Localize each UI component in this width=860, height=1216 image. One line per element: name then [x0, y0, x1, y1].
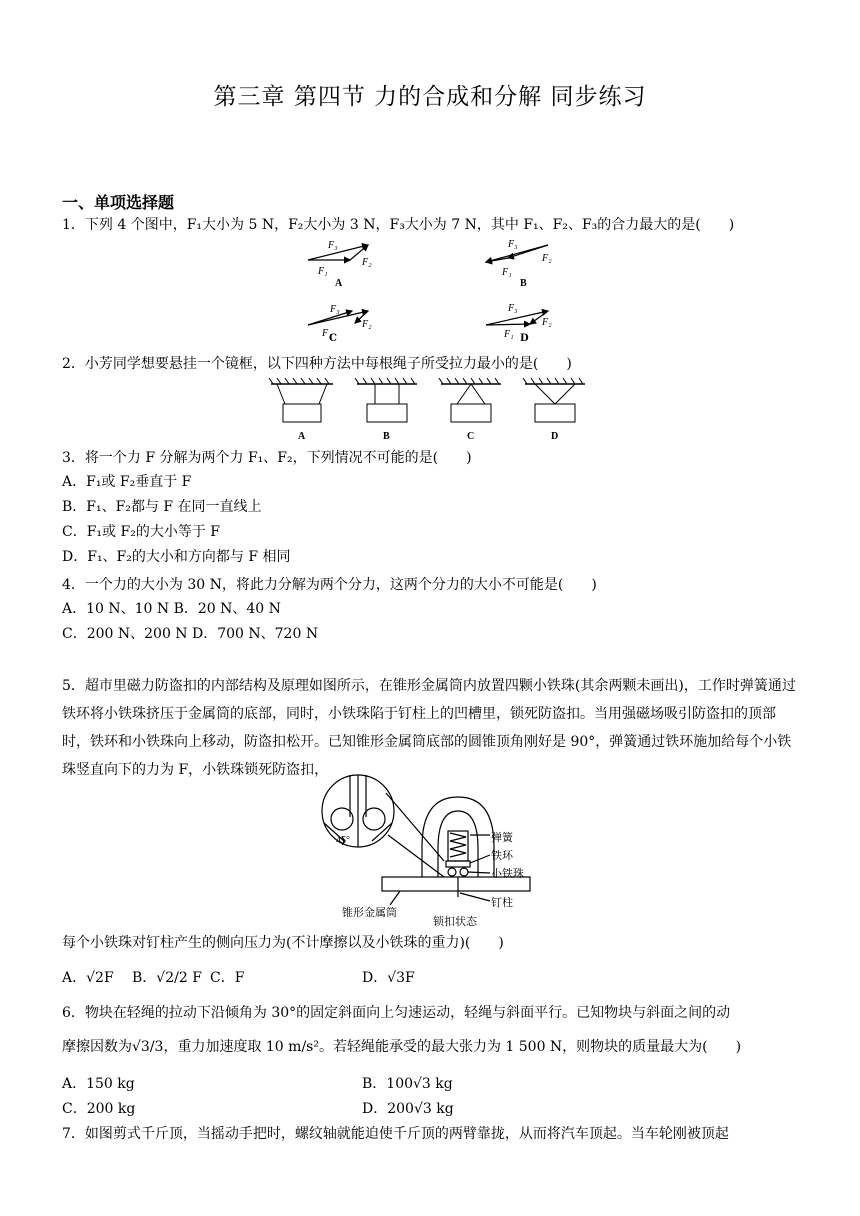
q1-d-label: D [520, 333, 529, 344]
q7-text: 7．如图剪式千斤顶，当摇动手把时，螺纹轴就能迫使千斤顶的两臂靠拢，从而将汽车顶起。当车轮刚被顶起 [62, 1126, 729, 1142]
q5-angle-label: 45° [336, 835, 350, 846]
q5-cone-label: 锥形金属筒 [342, 906, 397, 919]
q5-question: 每个小铁珠对钉柱产生的侧向压力为(不计摩擦以及小铁珠的重力)( ) [62, 935, 504, 951]
q1-figure [290, 233, 580, 340]
q2-label-d: D [551, 431, 559, 442]
q3-option-b: B．F₁、F₂都与 F 在同一直线上 [62, 499, 262, 515]
q5-state-label: 锁扣状态 [433, 915, 477, 928]
q2-text: 2．小芳同学想要悬挂一个镜框，以下四种方法中每根绳子所受拉力最小的是( ) [62, 356, 572, 372]
q6-text-line1: 6．物块在轻绳的拉动下沿倾角为 30°的固定斜面向上匀速运动，轻绳与斜面平行。已知物块与斜面之间的动 [62, 1005, 731, 1021]
q1-fig-c [308, 304, 372, 339]
q1-text: 1．下列 4 个图中，F₁大小为 5 N，F₂大小为 3 N，F₃大小为 7 N，其中 F₁、F₂、F₃的合力最大的是( ) [62, 217, 735, 233]
q1-c-f3-label: F₃ [330, 304, 340, 315]
q4-options-ab: A．10 N、10 N B．20 N、40 N [62, 601, 281, 617]
q3-text: 3．将一个力 F 分解为两个力 F₁、F₂，下列情况不可能的是( ) [62, 450, 472, 466]
q2-label-c: C [467, 431, 475, 442]
q1-fig-b [486, 239, 552, 289]
q1-a-label: A [335, 278, 343, 289]
q6-option-c: C．200 kg [62, 1101, 136, 1117]
q5-spring-label: 弹簧 [491, 831, 513, 844]
q2-label-a: A [298, 431, 306, 442]
q1-c-f2-label: F₂ [362, 319, 372, 330]
q1-b-label: B [520, 278, 527, 289]
q6-text-line2 [62, 1037, 741, 1057]
q1-a-f3-label: F₃ [328, 240, 338, 251]
q6-text-line2-end: ，重力加速度取 10 m/s²。若轻绳能承受的最大张力为 1 500 N，则物块的质量最大为( ) [163, 1039, 742, 1055]
q1-a-f2-label: F₂ [362, 257, 372, 268]
q1-b-f3-label: F₃ [508, 239, 518, 250]
section-heading: 一、单项选择题 [62, 193, 175, 212]
page-title: 第三章 第四节 力的合成和分解 同步练习 [213, 84, 647, 110]
q1-b-f1-label: F₁ [502, 267, 512, 278]
q2-label-b: B [383, 431, 390, 442]
q5-option-c: C．F [210, 970, 245, 986]
q1-c-label: C [329, 333, 337, 344]
q5-ball-label: 小铁珠 [491, 867, 524, 880]
q2-figure [265, 376, 595, 446]
q4-text: 4．一个力的大小为 30 N，将此力分解为两个分力，这两个分力的大小不可能是( ) [62, 577, 597, 593]
q1-a-f1-label: F₁ [318, 266, 328, 277]
q3-option-c: C．F₁或 F₂的大小等于 F [62, 524, 220, 540]
q1-d-f2-label: F₂ [542, 317, 552, 328]
q6-option-a: A．150 kg [62, 1076, 135, 1092]
q3-option-a: A．F₁或 F₂垂直于 F [62, 474, 192, 490]
q5-ring-label: 铁环 [491, 849, 513, 862]
q6-option-d: D．200√3 kg [362, 1101, 454, 1117]
q6-mu-value: √3/3 [132, 1039, 164, 1055]
q5-option-b: B．√2/2 F [132, 970, 202, 986]
q5-text: 5．超市里磁力防盗扣的内部结构及原理如图所示，在锥形金属筒内放置四颗小铁珠(其余两颗未画出)，工作时弹簧通过铁环将小铁珠挤压于金属筒的底部，同时，小铁珠陷于钉柱上的凹槽里，锁死防盗扣。当用强磁场吸引防盗扣的顶部时，铁环和小铁珠向上移动，防盗扣松开。已知锥形金属筒底部的圆锥顶角刚好是 90°，弹簧通过铁环施加给每个小铁珠竖直向下的力为 F，小铁珠锁死防盗扣， [62, 678, 796, 778]
q1-d-f3-label: F₃ [508, 303, 518, 314]
q1-b-f2-label: F₂ [542, 253, 552, 264]
q4-options-cd: C．200 N、200 N D．700 N、720 N [62, 626, 319, 642]
q5-pin-label: 钉柱 [491, 896, 513, 909]
q1-c-f1-label: F₁ [322, 328, 332, 339]
q6-option-b: B．100√3 kg [362, 1076, 453, 1092]
q1-fig-a [308, 240, 372, 289]
q5-option-a: A．√2F [62, 970, 114, 986]
q1-d-f1-label: F₁ [504, 329, 514, 340]
q6-text-line2-start: 摩擦因数为 [62, 1039, 132, 1055]
q3-option-d: D．F₁、F₂的大小和方向都与 F 相同 [62, 549, 291, 565]
q5-option-d: D．√3F [362, 970, 415, 986]
